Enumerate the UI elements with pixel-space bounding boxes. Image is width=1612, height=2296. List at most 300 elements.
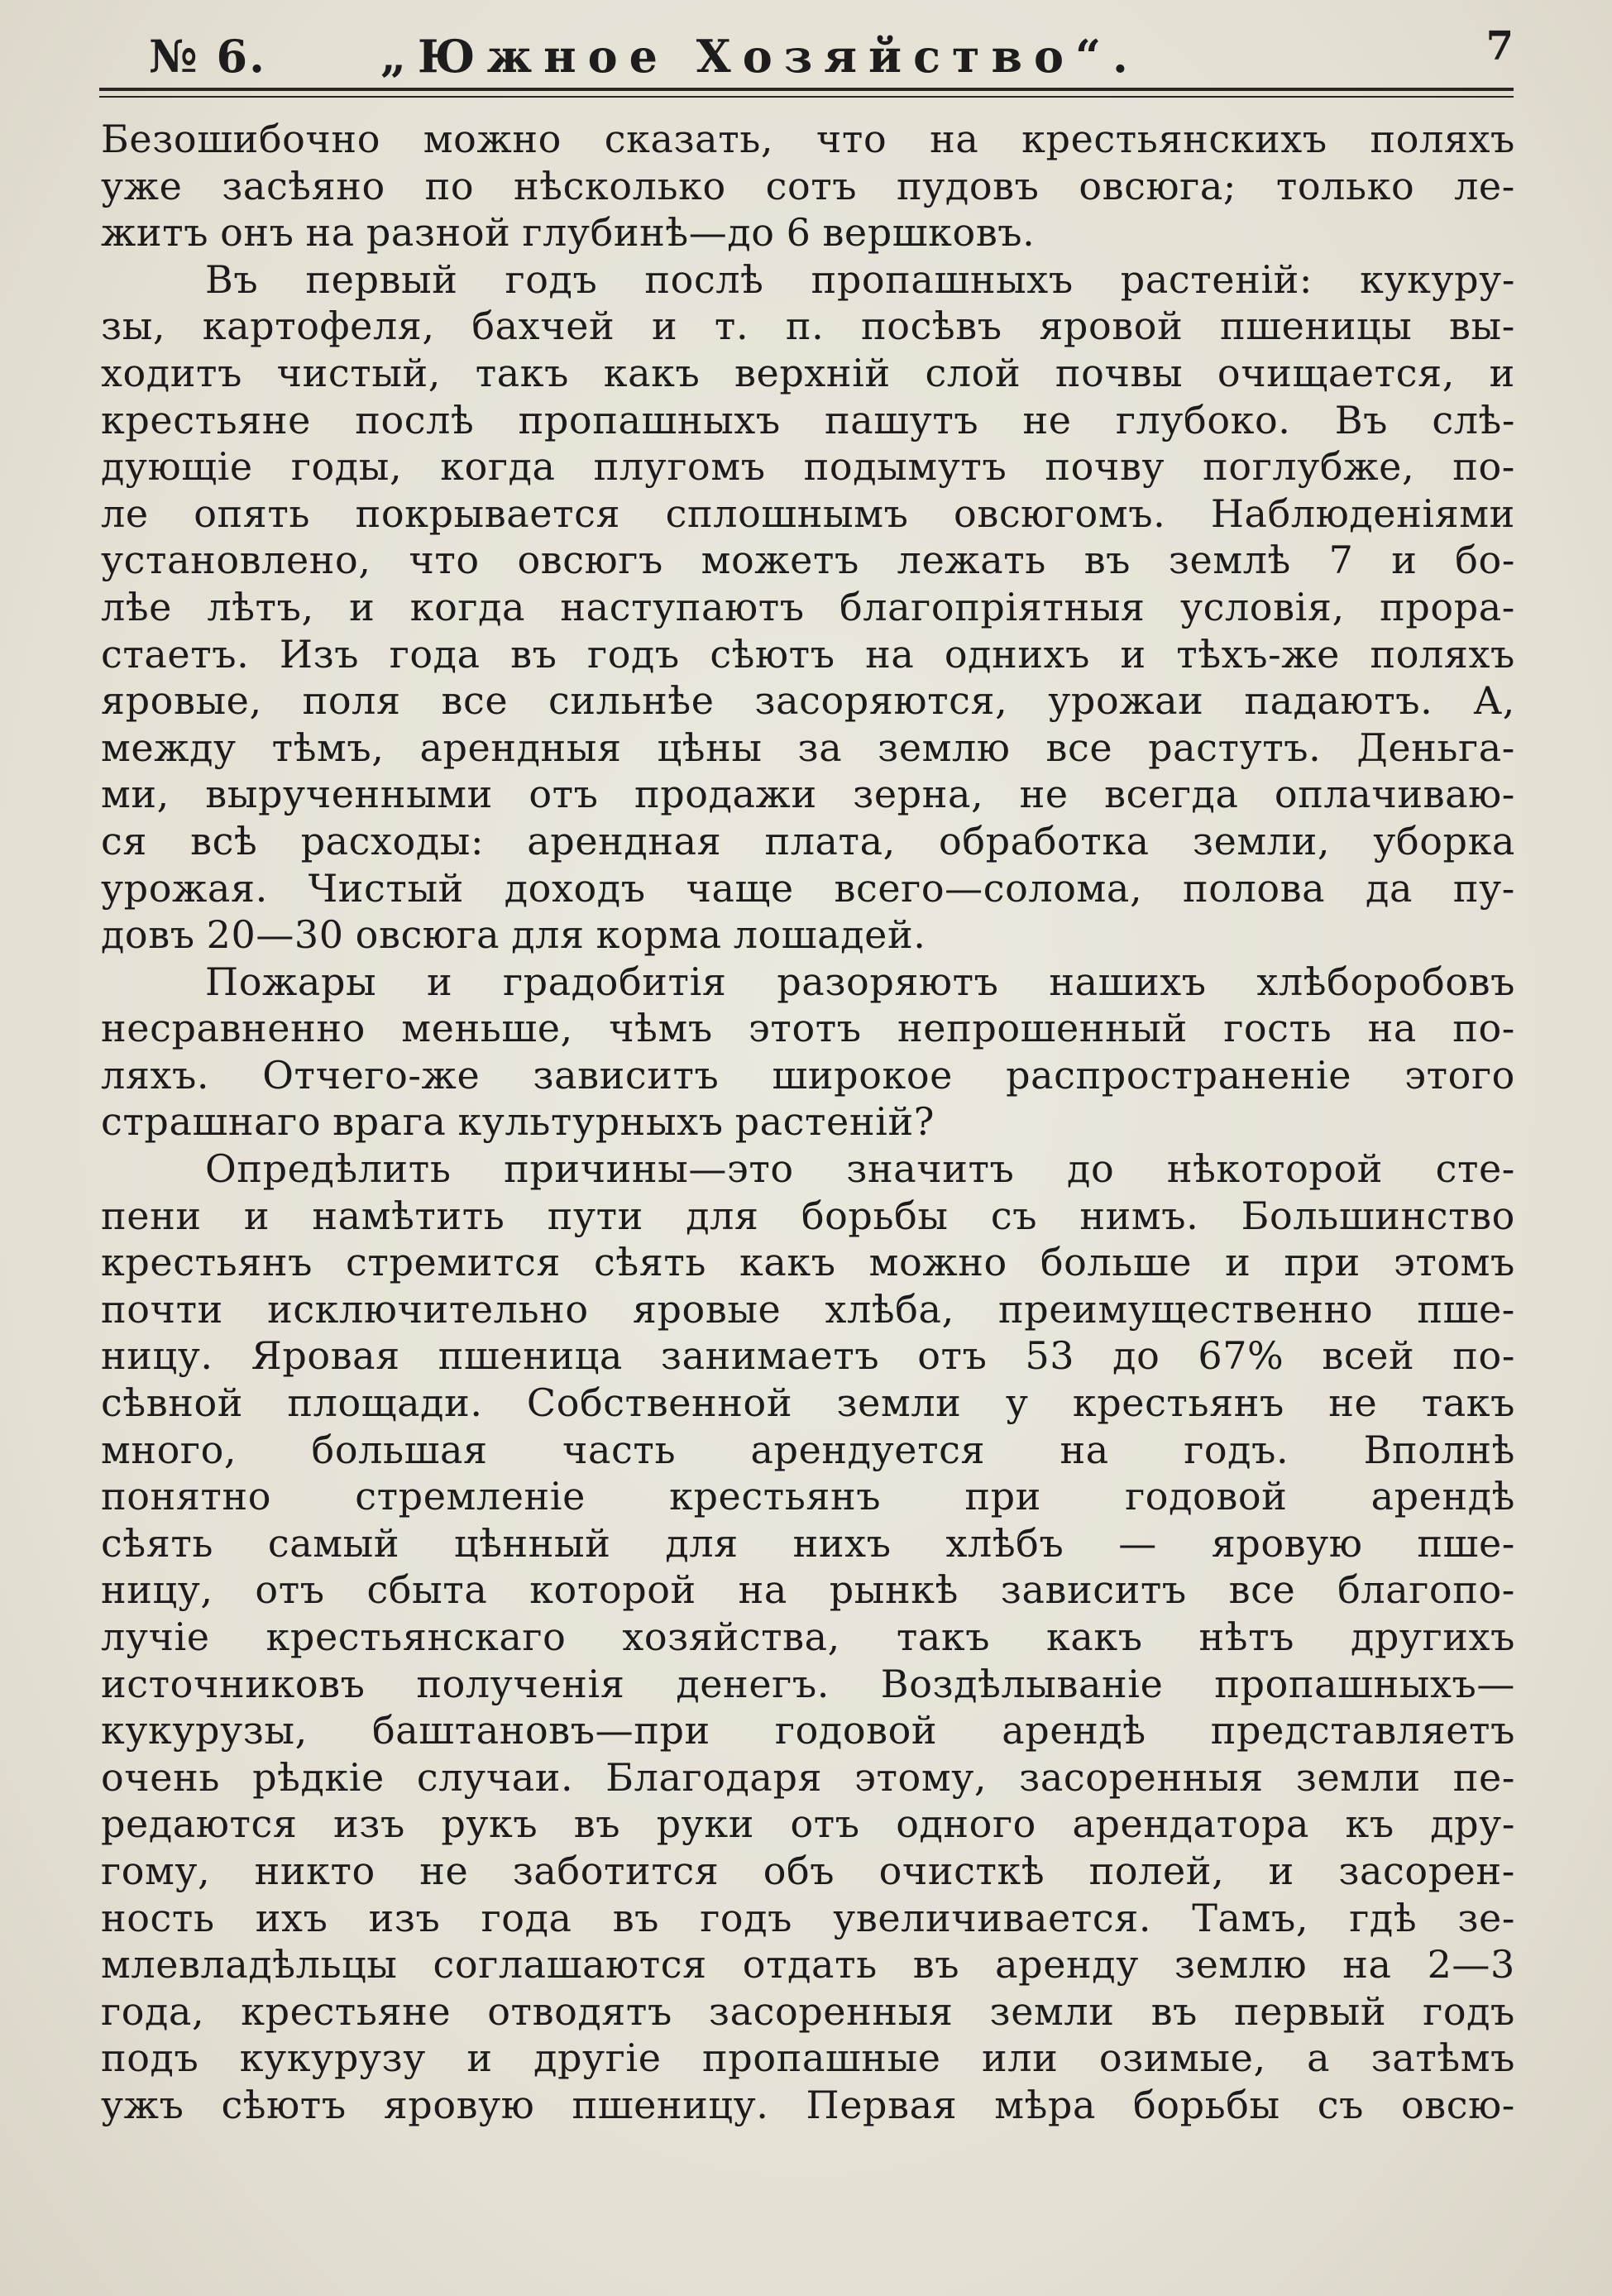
word: затѣмъ <box>1370 2035 1515 2081</box>
word: гость <box>1223 1006 1332 1051</box>
word: хлѣборобовъ <box>1256 959 1515 1004</box>
text-line <box>101 865 1515 912</box>
word: сильнѣе <box>548 678 715 724</box>
word: всѣ <box>190 818 258 863</box>
header-rule-thin <box>99 96 1514 98</box>
word: можно <box>868 1240 1007 1285</box>
word: гдѣ <box>1349 1895 1418 1940</box>
word: мѣра <box>994 2082 1096 2127</box>
word: годы, <box>290 444 403 490</box>
word: борьбы <box>1132 2082 1280 2127</box>
word: на <box>1367 1006 1417 1051</box>
word: однихъ <box>944 631 1091 677</box>
text-line <box>101 1380 1515 1427</box>
text-line <box>101 725 1515 772</box>
word: п. <box>785 304 825 349</box>
word: другихъ <box>1350 1614 1515 1659</box>
word: 67% <box>1198 1333 1284 1379</box>
word: кукурузу <box>239 2035 426 2081</box>
word: отъ <box>529 772 599 817</box>
word: нимъ. <box>1079 1193 1199 1238</box>
word: подъ <box>101 2035 199 2081</box>
word: озимые, <box>1098 2035 1266 2081</box>
text-line <box>101 1332 1515 1380</box>
word: въ <box>912 1942 960 1987</box>
text-line <box>101 1239 1515 1286</box>
word: другіе <box>533 2035 662 2081</box>
word: всей <box>1322 1333 1415 1379</box>
text-line <box>101 537 1515 584</box>
word: годъ <box>700 1895 793 1940</box>
word: не <box>1019 772 1069 817</box>
word: рынкѣ <box>829 1567 959 1613</box>
word: много, <box>101 1427 237 1472</box>
text-line <box>101 2035 1515 2082</box>
word: нашихъ <box>1049 959 1207 1004</box>
word: засорен- <box>1338 1848 1515 1893</box>
text-line <box>101 1895 1515 1942</box>
word: все <box>441 678 509 724</box>
word: что <box>816 117 887 161</box>
word: соглашаются <box>433 1942 707 1987</box>
word: гому, <box>101 1848 211 1893</box>
word: Безошибочно <box>101 117 380 161</box>
word: онъ <box>220 210 294 256</box>
word: съ <box>990 1193 1038 1238</box>
text-line <box>101 1614 1515 1661</box>
word: года, <box>101 1988 205 2034</box>
word: которой <box>529 1567 696 1613</box>
word: за <box>797 725 843 770</box>
word: пропашные <box>702 2035 941 2081</box>
word: не <box>419 1848 469 1893</box>
word: отдать <box>742 1942 878 1987</box>
word: очисткѣ <box>878 1848 1045 1893</box>
word: пути <box>547 1193 643 1238</box>
word: овсю- <box>1400 2082 1515 2127</box>
word: причины—это <box>504 1146 794 1192</box>
word: крестьянъ <box>101 1240 313 1285</box>
word: хлѣба, <box>825 1286 954 1332</box>
running-header <box>99 15 1514 81</box>
word: арендуется <box>750 1427 986 1472</box>
word: полученія <box>416 1661 625 1706</box>
word: пропашныхъ <box>811 256 1074 302</box>
text-line <box>101 1520 1515 1567</box>
text-line <box>101 1707 1515 1754</box>
word: зависитъ <box>1000 1567 1187 1613</box>
word: нѣсколько <box>514 163 726 208</box>
text-line <box>101 631 1515 678</box>
word: пшеницы <box>1220 304 1413 349</box>
word: Тамъ, <box>1192 1895 1309 1940</box>
word: картофеля, <box>202 304 435 349</box>
word: до <box>1067 1146 1115 1192</box>
word: корма <box>596 912 722 958</box>
word: вырученными <box>205 772 493 817</box>
word: что <box>409 538 480 583</box>
text-line <box>101 771 1515 818</box>
word: первый <box>1233 1988 1387 2034</box>
word: на <box>930 117 979 161</box>
word: условія, <box>1179 584 1345 629</box>
word: можно <box>423 117 562 161</box>
word: засоряются, <box>754 678 1008 724</box>
word: и <box>1225 1240 1251 1285</box>
word: яровые <box>632 1286 782 1332</box>
word: тѣмъ, <box>271 725 385 770</box>
word: Чистый <box>308 865 464 911</box>
word: хлѣбъ <box>945 1520 1064 1566</box>
word: Вполнѣ <box>1363 1427 1515 1472</box>
word: т. <box>714 304 749 349</box>
word: плата, <box>764 818 896 863</box>
word: все <box>1045 725 1113 770</box>
issue-number: № 6. <box>149 30 266 83</box>
word: года <box>389 631 481 677</box>
text-line <box>101 163 1515 210</box>
word: крестьяне <box>101 397 311 442</box>
text-line <box>101 116 1515 163</box>
word: пашутъ <box>825 397 979 442</box>
text-line <box>101 1754 1515 1801</box>
word: при <box>964 1474 1041 1519</box>
word: посѣвъ <box>861 304 1002 349</box>
word: сплошнымъ <box>665 490 909 536</box>
word: отъ <box>917 1333 988 1379</box>
word: благопріятныя <box>839 584 1146 629</box>
word: когда <box>409 584 526 629</box>
word: житъ <box>101 210 209 256</box>
word: сѣять <box>101 1520 214 1566</box>
word: нихъ <box>792 1520 892 1566</box>
word: овсюга <box>355 912 500 958</box>
word: вы- <box>1449 304 1515 349</box>
word: ся <box>101 818 147 863</box>
word: засоренныя <box>708 1988 954 2034</box>
word: тѣхъ-же <box>1176 631 1340 677</box>
word: и <box>466 2035 493 2081</box>
word: занимаетъ <box>660 1333 880 1379</box>
word: поля <box>302 678 401 724</box>
word: послѣ <box>644 256 764 302</box>
word: по- <box>1452 1333 1515 1379</box>
word: врага <box>332 1099 447 1145</box>
word: Большинство <box>1241 1193 1515 1238</box>
word: чѣмъ <box>609 1006 713 1051</box>
text-line <box>101 350 1515 397</box>
word: почти <box>101 1286 223 1332</box>
word: пе- <box>1452 1754 1515 1800</box>
word: полей, <box>1088 1848 1225 1893</box>
text-line <box>101 1848 1515 1895</box>
word: земли, <box>1192 818 1331 863</box>
text-line <box>101 1801 1515 1848</box>
word: у <box>1005 1380 1029 1426</box>
word: для <box>686 1193 759 1238</box>
word: сѣять <box>594 1240 707 1285</box>
word: въ <box>1083 538 1131 583</box>
word: все <box>1228 1567 1296 1613</box>
word: для <box>511 912 585 958</box>
word: крестьянскаго <box>265 1614 567 1659</box>
word: а <box>1307 2035 1331 2081</box>
text-line <box>101 1473 1515 1520</box>
word: земли <box>1295 1754 1421 1800</box>
word: лошадей. <box>733 912 926 958</box>
word: всегда <box>1104 772 1239 817</box>
word: Отчего-же <box>262 1052 481 1098</box>
text-line <box>101 443 1515 490</box>
word: къ <box>1345 1801 1394 1847</box>
word: Изъ <box>279 631 360 677</box>
word: отводятъ <box>487 1988 672 2034</box>
text-line <box>101 677 1515 725</box>
word: больше <box>1040 1240 1193 1285</box>
word: падаютъ. <box>1244 678 1433 724</box>
word: доходъ <box>504 865 646 911</box>
word: между <box>101 725 237 770</box>
text-line <box>101 1286 1515 1333</box>
word: да <box>1366 865 1413 911</box>
word: при <box>1284 1240 1361 1285</box>
text-line <box>101 1427 1515 1474</box>
word: Въ <box>205 256 259 302</box>
word: непрошенный <box>897 1006 1188 1051</box>
word: яровую <box>1211 1520 1363 1566</box>
word: Собственной <box>526 1380 793 1426</box>
word: овсюгомъ. <box>954 490 1166 536</box>
word: покрывается <box>355 490 621 536</box>
word: сказать, <box>604 117 774 161</box>
word: исключительно <box>267 1286 589 1332</box>
word: арендѣ <box>1370 1474 1515 1519</box>
word: 53 <box>1025 1333 1075 1379</box>
word: этому, <box>854 1754 988 1800</box>
word: кукуру- <box>1360 256 1515 302</box>
word: земли <box>989 1988 1115 2034</box>
page-number: 7 <box>1485 23 1514 69</box>
word: слой <box>925 350 1021 395</box>
word: ляхъ. <box>101 1052 210 1098</box>
word: по <box>424 163 475 208</box>
word: арендная <box>527 818 722 863</box>
word: для <box>665 1520 739 1566</box>
word: — <box>1118 1520 1157 1566</box>
word: баштановъ—при <box>371 1708 710 1753</box>
word: часть <box>562 1427 677 1472</box>
word: пшеницу. <box>572 2082 769 2127</box>
word: землю <box>878 725 1011 770</box>
word: лучіе <box>101 1614 210 1659</box>
word: на <box>1060 1427 1109 1472</box>
word: несравненно <box>101 1006 366 1051</box>
word: разной <box>366 210 511 256</box>
word: зерна, <box>853 772 984 817</box>
word: оплачиваю- <box>1274 772 1515 817</box>
word: стаетъ. <box>101 631 250 677</box>
word: нѣтъ <box>1198 1614 1295 1659</box>
text-line <box>101 911 1515 959</box>
word: въ <box>612 1895 660 1940</box>
word: сте- <box>1435 1146 1515 1192</box>
word: нѣкоторой <box>1166 1146 1383 1192</box>
word: и <box>1120 631 1146 677</box>
word: арендныя <box>419 725 622 770</box>
word: овсюга; <box>1079 163 1237 208</box>
word: пше- <box>1417 1520 1515 1566</box>
word: Въ <box>1334 397 1389 442</box>
text-line <box>101 209 1515 256</box>
word: или <box>982 2035 1059 2081</box>
word: дующіе <box>101 444 253 490</box>
word: культурныхъ <box>457 1099 724 1145</box>
word: руки <box>656 1801 754 1847</box>
word: продажи <box>634 772 817 817</box>
word: стремленіе <box>355 1474 586 1519</box>
word: бахчей <box>471 304 615 349</box>
word: редаются <box>101 1801 298 1847</box>
word: рѣдкіе <box>252 1754 385 1800</box>
word: Опредѣлить <box>205 1146 452 1192</box>
word: на <box>865 631 915 677</box>
word: плугомъ <box>593 444 766 490</box>
word: лѣтъ, <box>207 584 314 629</box>
word: Первая <box>806 2082 958 2127</box>
text-line <box>101 1661 1515 1708</box>
word: первый <box>305 256 458 302</box>
word: этотъ <box>749 1006 862 1051</box>
word: растеній? <box>734 1099 935 1145</box>
word: градобитія <box>502 959 727 1004</box>
word: и <box>243 1193 270 1238</box>
word: земли <box>836 1380 962 1426</box>
word: наступаютъ <box>560 584 805 629</box>
word: крестьянъ <box>669 1474 882 1519</box>
word: случаи. <box>416 1754 574 1800</box>
word: годовой <box>774 1708 938 1753</box>
word: и <box>1489 350 1515 395</box>
word: объ <box>763 1848 835 1893</box>
word: глубоко. <box>1115 397 1291 442</box>
word: очищается, <box>1217 350 1455 395</box>
word: изъ <box>368 1895 441 1940</box>
text-line <box>101 1941 1515 1988</box>
word: А, <box>1473 678 1515 724</box>
header-rule-thick <box>99 88 1514 91</box>
article-body <box>101 116 1515 2129</box>
word: отъ <box>255 1567 325 1613</box>
word: пени <box>101 1193 202 1238</box>
word: не <box>1328 1380 1378 1426</box>
word: яровую <box>383 2082 535 2127</box>
word: послѣ <box>355 397 475 442</box>
word: какъ <box>1046 1614 1143 1659</box>
word: Воздѣлываніе <box>880 1661 1164 1706</box>
word: на <box>1342 1942 1392 1987</box>
word: арендатора <box>1072 1801 1309 1847</box>
word: въ <box>510 631 557 677</box>
word: годовой <box>1125 1474 1288 1519</box>
text-line <box>101 397 1515 444</box>
word: пропашныхъ <box>518 397 781 442</box>
word: цѣны <box>657 725 763 770</box>
word: ность <box>101 1895 215 1940</box>
word: стремится <box>346 1240 561 1285</box>
word: страшнаго <box>101 1099 322 1145</box>
word: года <box>481 1895 572 1940</box>
word: можетъ <box>701 538 859 583</box>
word: большая <box>311 1427 488 1472</box>
word: какъ <box>603 350 701 395</box>
word: верхній <box>734 350 891 395</box>
word: Пожары <box>205 959 377 1004</box>
word: годъ <box>505 256 598 302</box>
word: ле- <box>1454 163 1515 208</box>
word: самый <box>267 1520 400 1566</box>
word: слѣ- <box>1432 397 1515 442</box>
word: этомъ <box>1393 1240 1515 1285</box>
word: и <box>651 304 678 349</box>
text-line <box>101 303 1515 350</box>
word: такъ <box>896 1614 991 1659</box>
word: изъ <box>333 1801 405 1847</box>
word: меньше, <box>401 1006 573 1051</box>
text-line <box>101 490 1515 538</box>
word: лежать <box>897 538 1046 583</box>
word: почвы <box>1055 350 1184 395</box>
word: Яровая <box>251 1333 400 1379</box>
word: арендѣ <box>1002 1708 1146 1753</box>
text-line <box>101 1146 1515 1193</box>
word: на <box>738 1567 787 1613</box>
journal-title: „Южное Хозяйство“. <box>380 30 1140 83</box>
word: обработка <box>939 818 1150 863</box>
word: разоряютъ <box>777 959 999 1004</box>
word: Наблюденіями <box>1210 490 1515 536</box>
word: всего—солома, <box>834 865 1143 911</box>
word: 20—30 <box>206 912 344 958</box>
word: сѣютъ <box>221 2082 347 2127</box>
word: полова <box>1183 865 1326 911</box>
text-line <box>101 584 1515 631</box>
word: по- <box>1452 444 1515 490</box>
word: яровой <box>1039 304 1184 349</box>
word: поляхъ <box>1370 631 1515 677</box>
word: борьбы <box>801 1193 949 1238</box>
word: какъ <box>739 1240 836 1285</box>
text-line <box>101 1052 1515 1099</box>
word: источниковъ <box>101 1661 366 1706</box>
word: и <box>1268 1848 1294 1893</box>
word: уборка <box>1373 818 1515 863</box>
word: ихъ <box>255 1895 328 1940</box>
word: овсюгъ <box>517 538 663 583</box>
word: понятно <box>101 1474 272 1519</box>
word: въ <box>1150 1988 1198 2034</box>
word: почву <box>1045 444 1165 490</box>
word: поляхъ <box>1370 117 1515 161</box>
word: поглубже, <box>1203 444 1415 490</box>
word: чаще <box>686 865 794 911</box>
word: 2—3 <box>1427 1942 1515 1987</box>
word: ле <box>101 490 149 536</box>
word: глубинѣ—до <box>522 210 775 256</box>
word: вершковъ. <box>822 210 1036 256</box>
word: годъ. <box>1184 1427 1289 1472</box>
word: 6 <box>786 210 811 256</box>
word: расходы: <box>300 818 485 863</box>
